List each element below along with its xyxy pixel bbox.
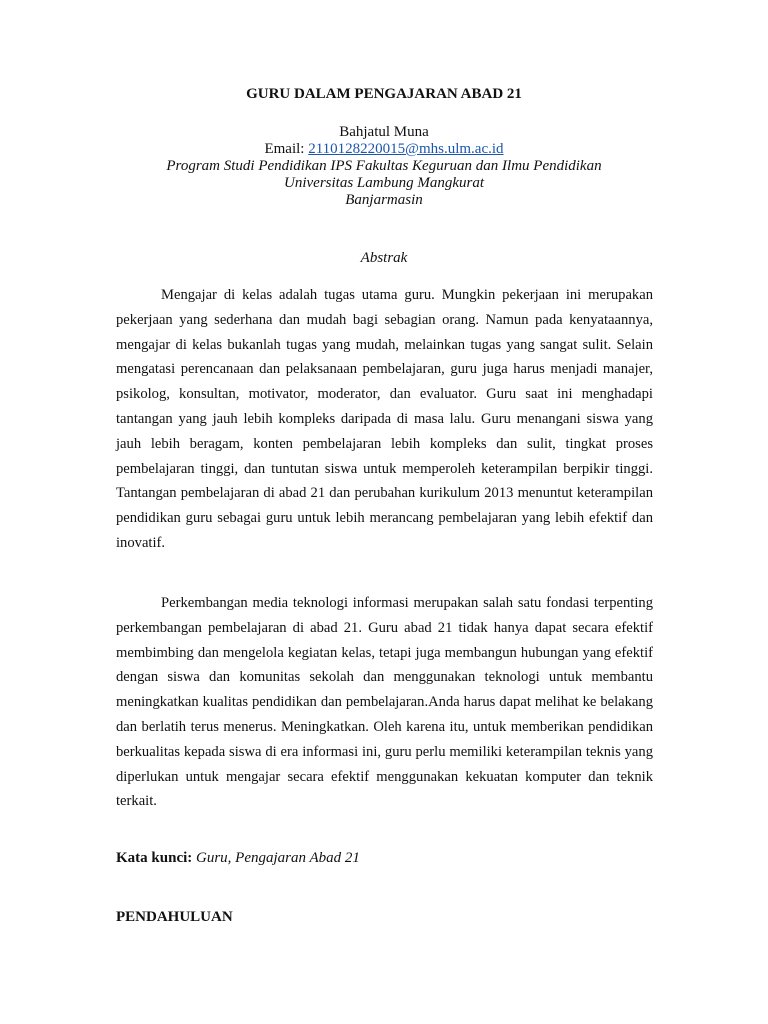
email-line — [0, 141, 768, 158]
keywords-line — [116, 850, 360, 867]
paper-title: GURU DALAM PENGAJARAN ABAD 21 — [246, 86, 522, 102]
email-label: Email: — [264, 141, 309, 157]
keywords-value: Guru, Pengajaran Abad 21 — [196, 850, 360, 866]
email-link[interactable]: 2110128220015@mhs.ulm.ac.id — [308, 141, 504, 157]
section-heading-introduction: PENDAHULUAN — [116, 909, 233, 925]
affiliation-program: Program Studi Pendidikan IPS Fakultas Keguruan dan Ilmu Pendidikan — [166, 158, 602, 174]
keywords-label: Kata kunci: — [116, 850, 193, 866]
abstract-paragraph-1: Mengajar di kelas adalah tugas utama guru. Mungkin pekerjaan ini merupakan pekerjaan yang sederhana dan mudah bagi sebagian orang. Namun pada kenyataannya, mengajar di kelas bukanlah tugas yang mudah, melainkan tugas yang sangat sulit. Selain mengatasi perencanaan dan pelaksanaan pembelajaran, guru juga harus menjadi manajer, psikolog, konsultan, motivator, moderator, dan evaluator. Guru saat ini menghadapi tantangan yang jauh lebih kompleks daripada di masa lalu. Guru menangani siswa yang jauh lebih beragam, konten pembelajaran lebih kompleks dan sulit, tingkat proses pembelajaran tinggi, dan tuntutan siswa untuk memperoleh keterampilan berpikir tinggi. Tantangan pembelajaran di abad 21 dan perubahan kurikulum 2013 menuntut keterampilan pendidikan guru sebagai guru untuk lebih merancang pembelajaran yang lebih efektif dan inovatif. — [116, 287, 653, 551]
affiliation-university: Universitas Lambung Mangkurat — [284, 175, 484, 191]
abstract-paragraph-2: Perkembangan media teknologi informasi merupakan salah satu fondasi terpenting perkembangan pembelajaran di abad 21. Guru abad 21 tidak hanya dapat secara efektif membimbing dan mengelola kegiatan kelas, tetapi juga membangun hubungan yang efektif dengan siswa dan komunitas sekolah dan menggunakan teknologi untuk membantu meningkatkan kualitas pendidikan dan pembelajaran.Anda harus dapat melihat ke belakang dan berlatih terus menerus. Meningkatkan. Oleh karena itu, untuk memberikan pendidikan berkualitas kepada siswa di era informasi ini, guru perlu memiliki keterampilan teknis yang diperlukan untuk mengajar secara efektif menggunakan kekuatan komputer dan teknik terkait. — [116, 595, 653, 810]
author-name: Bahjatul Muna — [339, 124, 429, 140]
affiliation-city: Banjarmasin — [345, 192, 423, 208]
abstract-heading: Abstrak — [360, 250, 408, 266]
